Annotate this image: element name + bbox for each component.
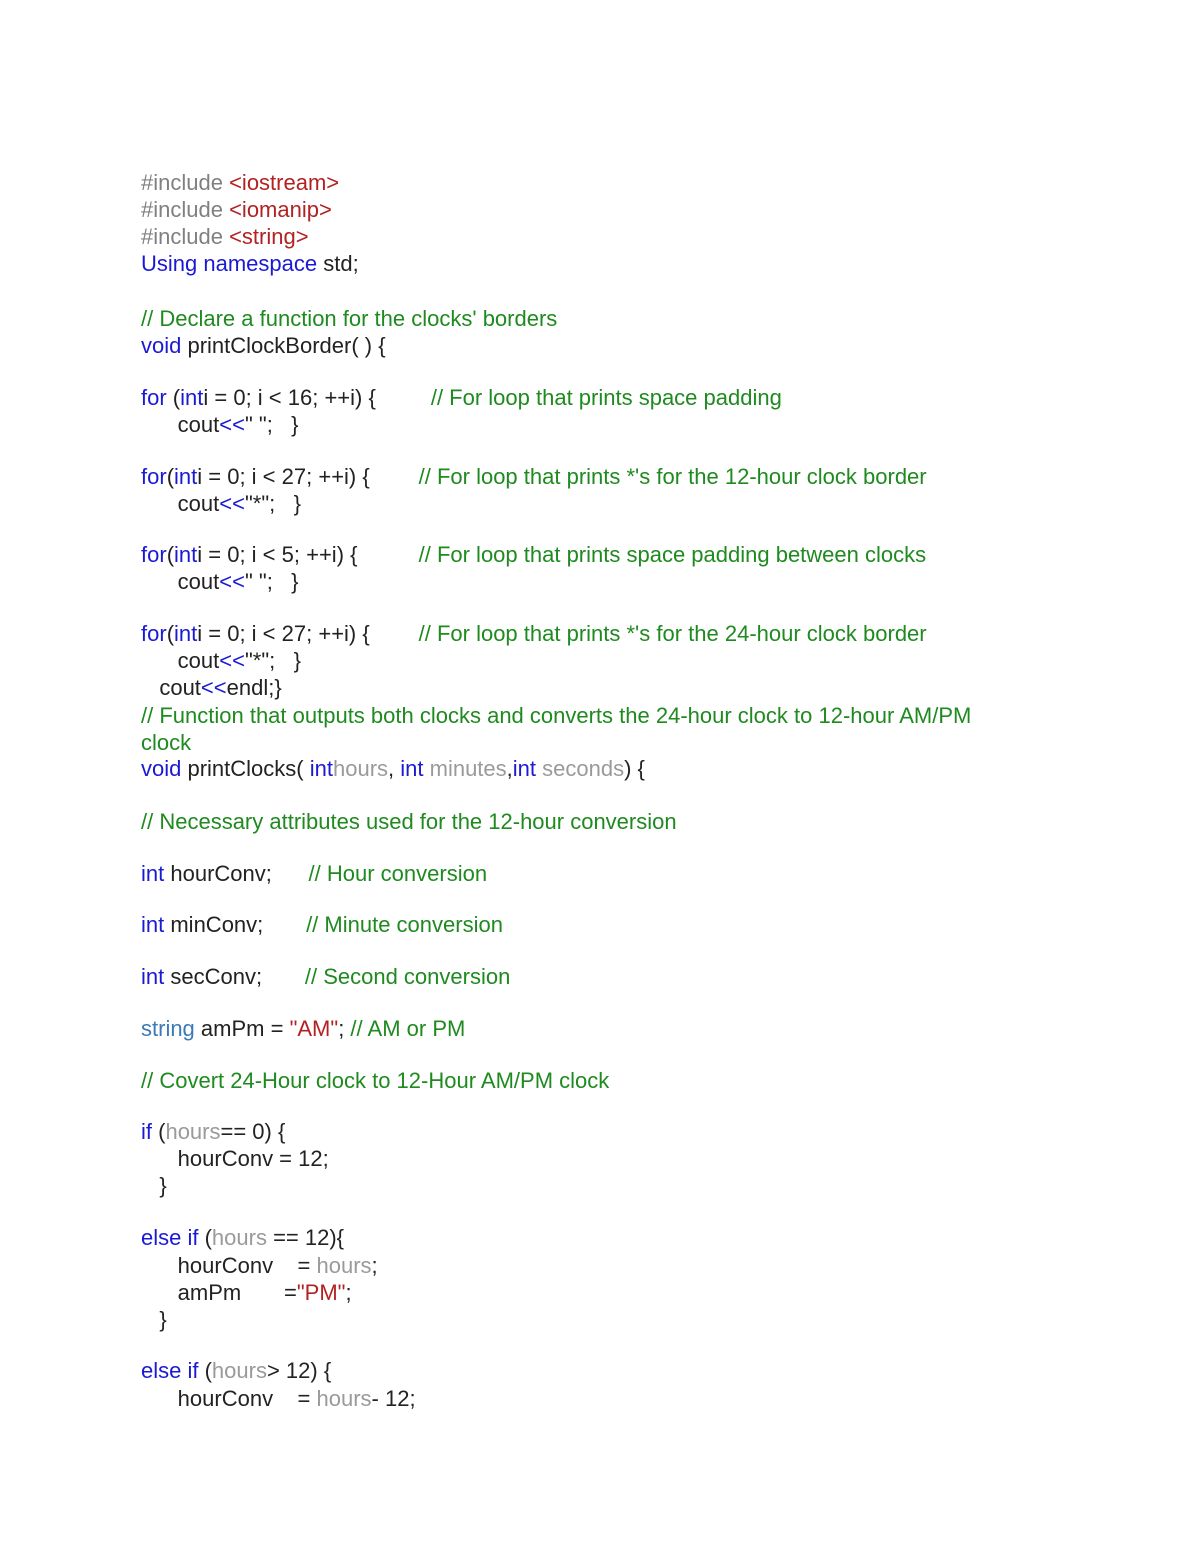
code-line [141,1146,329,1172]
code-token: int [174,542,198,567]
code-token: "*"; } [244,648,301,673]
code-token: // For loop that prints *'s for the 12-hour clock border [369,464,927,489]
code-token: // For loop that prints space padding between clocks [357,542,927,567]
code-line [141,1358,331,1384]
code-token: <iostream> [229,170,340,195]
code-token: int [141,912,171,937]
code-token: cout [141,569,220,594]
code-token: << [219,569,245,594]
code-token: hours [211,1358,267,1383]
code-token: i = 0; i < 27; ++i) { [197,621,370,646]
code-token: for [141,621,167,646]
code-token: // Necessary attributes used for the 12-hour conversion [141,809,677,834]
code-token: int [180,385,204,410]
code-token: ( [166,542,175,567]
code-line [141,385,782,411]
code-token: "AM" [289,1016,339,1041]
code-token: if [141,1119,159,1144]
code-token: endl;} [226,675,282,700]
code-token: hours [316,1386,372,1411]
code-line [141,1386,416,1412]
code-token: hours [165,1119,221,1144]
code-token: // For loop that prints *'s for the 24-hour clock border [369,621,927,646]
code-token: hourConv; [170,861,272,886]
code-line [141,224,309,250]
code-line [141,1068,609,1094]
code-token: // Hour conversion [271,861,488,886]
code-token: seconds [542,756,625,781]
code-token: <string> [229,224,309,249]
code-token: "*"; } [244,491,301,516]
code-token: << [219,648,245,673]
code-token: hourConv = [141,1253,317,1278]
code-token: i = 0; i < 27; ++i) { [197,464,370,489]
code-line [141,1253,378,1279]
code-line [141,675,282,701]
code-token: hourConv = 12; [141,1146,329,1171]
code-token: // Covert 24-Hour clock to 12-Hour AM/PM clock [141,1068,610,1093]
code-token: > 12) { [266,1358,332,1383]
code-token: "PM" [296,1280,346,1305]
code-token: ; [338,1016,351,1041]
code-token: hours [332,756,389,781]
code-token: string [141,1016,201,1041]
code-token: ( [166,464,175,489]
code-token: " "; } [244,412,299,437]
code-line [141,1016,465,1042]
code-token: ; [371,1253,378,1278]
code-line [141,730,191,756]
code-line [141,1225,344,1251]
code-token: for [141,542,167,567]
code-token: else if [141,1358,205,1383]
code-line [141,569,299,595]
code-token: // AM or PM [350,1016,466,1041]
code-token: cout [141,412,220,437]
code-token: " "; } [244,569,299,594]
code-line [141,251,359,277]
code-token: cout [141,648,220,673]
code-line [141,861,487,887]
code-line [141,809,677,835]
code-token: << [219,412,245,437]
code-token: hours [211,1225,267,1250]
code-line [141,464,927,490]
code-token: int [174,464,198,489]
code-line [141,1307,167,1333]
code-line [141,756,645,782]
code-token: clock [141,730,192,755]
code-token: , [388,756,401,781]
code-line [141,306,557,332]
code-token: hourConv = [141,1386,317,1411]
code-line [141,333,386,359]
code-line [141,1280,352,1306]
code-token: minutes [429,756,507,781]
code-token: std; [323,251,359,276]
code-token: void [141,333,188,358]
code-token: ( [204,1358,212,1383]
code-token: // Function that outputs both clocks and converts the 24-hour clock to 12-hour AM/PM [141,703,972,728]
code-token: } [141,1173,167,1198]
code-token: secConv; [170,964,263,989]
code-token: << [200,675,227,700]
code-token: int [400,756,430,781]
code-line [141,542,926,568]
code-token: int [174,621,198,646]
code-token: // Declare a function for the clocks' borders [141,306,558,331]
code-token: void [141,756,188,781]
code-token: #include [141,197,230,222]
code-token: printClockBorder( ) { [187,333,386,358]
code-line [141,491,301,517]
code-token: // For loop that prints space padding [375,385,782,410]
code-token: ( [166,621,175,646]
code-line [141,197,332,223]
code-token: == 12){ [266,1225,345,1250]
code-token: } [141,1307,167,1332]
code-token: printClocks( [187,756,310,781]
code-token: ( [204,1225,212,1250]
code-token: minConv; [170,912,264,937]
code-token: i = 0; i < 5; ++i) { [197,542,358,567]
code-token: , [506,756,513,781]
code-token: for [141,385,173,410]
code-token: int [141,861,171,886]
code-token: Using namespace [141,251,324,276]
code-line [141,621,927,647]
code-token: // Second conversion [262,964,511,989]
code-token: hours [316,1253,372,1278]
code-token: << [219,491,245,516]
code-line [141,1119,285,1145]
code-token: <iomanip> [229,197,332,222]
code-token: #include [141,224,230,249]
code-token: int [309,756,333,781]
code-token: - 12; [371,1386,416,1411]
code-line [141,648,301,674]
code-token: amPm = [141,1280,297,1305]
code-token: for [141,464,167,489]
code-token: int [512,756,543,781]
code-line [141,170,339,196]
code-token: ) { [624,756,645,781]
code-token: ; [345,1280,352,1305]
code-line [141,412,299,438]
code-line [141,964,510,990]
code-token: i = 0; i < 16; ++i) { [203,385,376,410]
code-token: == 0) { [220,1119,286,1144]
code-token: cout [141,675,201,700]
code-token: int [141,964,171,989]
code-token: // Minute conversion [263,912,503,937]
code-line [141,1173,167,1199]
code-token: amPm = [200,1016,290,1041]
code-line [141,703,971,729]
code-token: else if [141,1225,205,1250]
code-token: ( [172,385,181,410]
code-token: #include [141,170,230,195]
code-token: cout [141,491,220,516]
code-token: ( [158,1119,166,1144]
code-line [141,912,503,938]
